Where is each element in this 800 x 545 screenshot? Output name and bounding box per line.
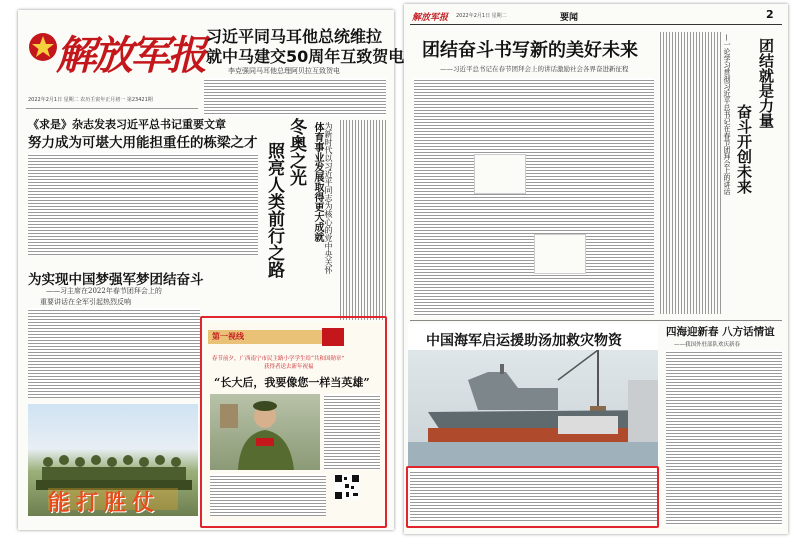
top-headline-line1: 习近平同马耳他总统维拉 (206, 27, 383, 46)
top-article-text (204, 78, 386, 116)
winter-olympics-line2: 照亮人类前行之路 (264, 142, 284, 278)
page2-headline: 团结奋斗书写新的美好未来 (422, 40, 638, 61)
china-dream-sub2: 重要讲话在全军引起热烈反响 (40, 298, 131, 306)
page2-section: 要闻 (560, 13, 579, 23)
qiushi-headline: 《求是》杂志发表习近平总书记重要文章 (28, 118, 226, 131)
four-seas-headline: 四海迎新春 八方话情谊 (666, 326, 775, 338)
vertical-article-line1: 体育事业发展取得更大成就 (312, 122, 323, 242)
inner-photo-2 (534, 234, 586, 274)
header-rule (410, 24, 782, 25)
headline-story-text (414, 78, 654, 316)
qiushi-text (28, 153, 258, 255)
highlight-box-feature (200, 316, 387, 528)
commentary-title-line2: 奋斗开创未来 (735, 104, 753, 194)
vertical-article-text (338, 120, 386, 320)
qiushi-subhead: 努力成为可堪大用能担重任的栋梁之才 (28, 135, 258, 151)
page2-subhead: ——习近平总书记在春节团拜会上的讲话激励社会各界奋进新征程 (440, 65, 629, 73)
navy-headline: 中国海军启运援助汤加救灾物资 (426, 333, 622, 349)
top-subhead: 李克强同马耳他总理阿贝拉互致贺电 (228, 67, 340, 75)
inner-photo (474, 154, 526, 194)
winter-olympics-line1: 冬奥之光 (286, 118, 306, 186)
commentary-sub: —一论学习贯彻习近平总书记在春节团拜会上的讲话 (723, 34, 731, 195)
china-dream-headline: 为实现中国梦强军梦团结奋斗 (28, 272, 204, 288)
feature-headline: “长大后，我要像您一样当英雄” (214, 376, 370, 389)
feature-kicker2: 获得者送去新年祝福 (264, 364, 314, 370)
masthead: 解放军报 (56, 32, 204, 79)
page2-date: 2022年2月1日 星期二 (456, 13, 507, 19)
navy-ship-photo (408, 350, 658, 466)
photo-banner-text: 能打胜仗 (48, 491, 161, 516)
china-dream-text (28, 308, 200, 398)
commentary-title-line1: 团结就是力量 (757, 38, 775, 128)
vertical-article-line2: 为新时代以习近平同志为核心的党中央关怀 (324, 122, 333, 274)
commentary-text (658, 32, 722, 314)
issue-info: 2022年2月1日 星期二 农历壬寅年正月初一 第23421期 (28, 97, 153, 103)
china-dream-sub1: ——习主席在2022年春节团拜会上的 (46, 287, 162, 295)
top-headline-line2: 就中马建交50周年互致贺电 (206, 47, 405, 66)
page2-number: 2 (766, 8, 774, 21)
section-rule (410, 320, 782, 321)
feature-kicker: 春节前夕，广西南宁市民主路小学学生给“共和国勋章” (212, 356, 345, 362)
feature-badge: 第一视线 (212, 332, 244, 341)
four-seas-subhead: ——我国外驻部队欢庆新春 (674, 342, 741, 348)
page2-masthead: 解放军报 (412, 13, 449, 23)
four-seas-text (666, 350, 782, 526)
soldiers-photo (28, 404, 198, 516)
highlight-box-navy (406, 466, 659, 528)
star-emblem-icon (28, 32, 58, 62)
divider (26, 108, 198, 109)
page-two (404, 4, 788, 534)
